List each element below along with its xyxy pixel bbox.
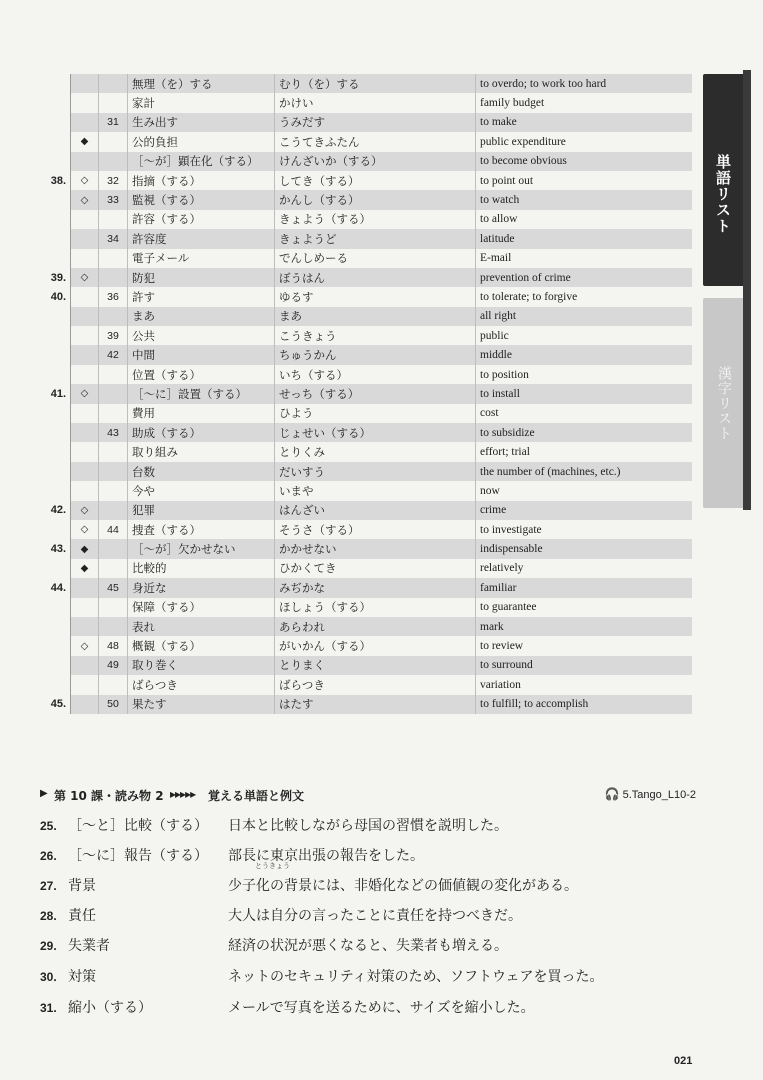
section-number	[30, 675, 71, 694]
mark-symbol	[71, 113, 99, 132]
section-number	[30, 210, 71, 229]
line-ref	[99, 617, 128, 636]
section-number	[30, 190, 71, 209]
vocab-row	[30, 326, 692, 345]
mark-symbol	[71, 326, 99, 345]
line-ref: 34	[99, 229, 128, 248]
vocab-meaning: to investigate	[480, 523, 542, 536]
example-row	[40, 905, 700, 929]
section-number: 43.	[30, 539, 71, 558]
section-number	[30, 132, 71, 151]
line-ref	[99, 598, 128, 617]
mark-symbol: ◇	[71, 520, 99, 539]
example-sentence: 大人は自分の言ったことに責任を持つべきだ。	[228, 908, 522, 924]
example-word: 縮小（する）	[68, 1000, 152, 1016]
vocab-kanji: 保障（する）	[128, 598, 275, 617]
example-sentence: ネットのセキュリティ対策のため、ソフトウェアを買った。	[228, 969, 604, 985]
mark-symbol	[71, 598, 99, 617]
line-ref: 50	[99, 695, 128, 714]
line-ref	[99, 539, 128, 558]
vocab-reading: きょよう（する）	[275, 210, 476, 229]
example-number: 26.	[40, 849, 57, 863]
example-sentence: 経済の状況が悪くなると、失業者も増える。	[228, 938, 508, 954]
line-ref	[99, 268, 128, 287]
vocab-kanji: 身近な	[128, 578, 275, 597]
vocab-meaning: indispensable	[476, 539, 693, 558]
dots-decoration: ▸▸▸▸▸	[170, 787, 196, 801]
vocab-meaning: to make	[476, 113, 693, 132]
vocab-row	[30, 675, 692, 694]
vocab-kanji: 台数	[128, 462, 275, 481]
vocab-reading: ほしょう（する）	[275, 598, 476, 617]
example-row	[40, 875, 700, 899]
vocab-meaning: cost	[480, 407, 499, 420]
vocab-row	[30, 598, 692, 617]
vocab-row	[30, 656, 692, 675]
section-number	[30, 656, 71, 675]
mark-symbol	[71, 578, 99, 597]
section-number	[30, 617, 71, 636]
section-number	[30, 462, 71, 481]
section-number	[30, 307, 71, 326]
line-ref: 43	[99, 423, 128, 442]
vocab-row	[30, 113, 692, 132]
line-ref	[99, 404, 128, 423]
vocab-meaning: public expenditure	[480, 135, 566, 148]
mark-symbol	[71, 365, 99, 384]
vocab-reading: あらわれ	[275, 617, 476, 636]
vocab-row	[30, 74, 692, 93]
example-sentence: 少子化の背景には、非婚化などの価値観の変化がある。	[228, 878, 578, 894]
mark-symbol	[71, 249, 99, 268]
line-ref	[99, 93, 128, 112]
section-number	[30, 423, 71, 442]
vocab-kanji: 許す	[128, 287, 275, 306]
section-number	[30, 520, 71, 539]
vocab-reading: とりまく	[275, 656, 476, 675]
vocab-reading: うみだす	[275, 113, 476, 132]
vocab-kanji: 今や	[128, 481, 275, 500]
section-number	[30, 365, 71, 384]
tab-word-list[interactable]	[703, 74, 743, 286]
vocab-kanji: 中間	[128, 345, 275, 364]
vocab-kanji: 概観（する）	[128, 636, 275, 655]
mark-symbol	[71, 675, 99, 694]
vocab-row	[30, 268, 692, 287]
vocab-reading: だいすう	[275, 462, 476, 481]
vocab-kanji: 監視（する）	[128, 190, 275, 209]
vocab-meaning: prevention of crime	[476, 268, 693, 287]
vocab-meaning: relatively	[480, 562, 524, 575]
vocab-kanji: 取り組み	[128, 442, 275, 461]
example-row	[40, 966, 700, 990]
section-number	[30, 404, 71, 423]
vocab-meaning: effort; trial	[480, 446, 530, 459]
vocab-meaning: variation	[480, 678, 521, 691]
section-number: 44.	[30, 578, 71, 597]
mark-symbol: ◇	[71, 384, 99, 403]
vocab-meaning: to subsidize	[476, 423, 693, 442]
vocab-reading: けんざいか（する）	[275, 152, 476, 171]
section-number	[30, 74, 71, 93]
vocab-row	[30, 307, 692, 326]
vocab-reading: せっち（する）	[275, 384, 476, 403]
vocab-meaning: to fulfill; to accomplish	[476, 695, 693, 714]
section-number: 45.	[30, 695, 71, 714]
example-word: 背景	[68, 878, 96, 894]
vocab-kanji: 電子メール	[128, 249, 275, 268]
section-number	[30, 481, 71, 500]
vocab-kanji: 捜査（する）	[128, 520, 275, 539]
line-ref	[99, 249, 128, 268]
line-ref	[99, 481, 128, 500]
vocab-kanji: 防犯	[128, 268, 275, 287]
section-number	[30, 636, 71, 655]
mark-symbol	[71, 656, 99, 675]
section-number	[30, 113, 71, 132]
vocab-reading: みぢかな	[275, 578, 476, 597]
line-ref	[99, 210, 128, 229]
vocab-reading: こうきょう	[275, 326, 476, 345]
example-number: 28.	[40, 909, 57, 923]
example-number: 27.	[40, 879, 57, 893]
line-ref	[99, 501, 128, 520]
vocab-row	[30, 501, 692, 520]
example-row	[40, 997, 700, 1021]
line-ref	[99, 462, 128, 481]
line-ref: 32	[99, 171, 128, 190]
vocab-meaning: public	[480, 329, 509, 342]
line-ref: 49	[99, 656, 128, 675]
mark-symbol	[71, 423, 99, 442]
vocab-meaning: middle	[476, 345, 693, 364]
line-ref	[99, 365, 128, 384]
vocab-kanji: 家計	[128, 93, 275, 112]
line-ref: 33	[99, 190, 128, 209]
vocab-meaning: latitude	[476, 229, 693, 248]
mark-symbol: ◇	[71, 636, 99, 655]
vocab-row	[30, 442, 692, 461]
section-number: 41.	[30, 384, 71, 403]
vocab-reading: まあ	[275, 307, 476, 326]
mark-symbol	[71, 617, 99, 636]
vocab-meaning: family budget	[480, 97, 545, 110]
mark-symbol	[71, 229, 99, 248]
vocab-row	[30, 287, 692, 306]
mark-symbol	[71, 93, 99, 112]
example-row	[40, 935, 700, 959]
section-number	[30, 326, 71, 345]
vocab-meaning: to guarantee	[480, 601, 537, 614]
mark-symbol: ◆	[71, 539, 99, 558]
vocab-meaning: mark	[476, 617, 693, 636]
vocab-kanji: 犯罪	[128, 501, 275, 520]
vocab-meaning: to install	[476, 384, 693, 403]
example-row	[40, 845, 700, 869]
vocab-kanji: ［～が］欠かせない	[128, 539, 275, 558]
vocab-reading: がいかん（する）	[275, 636, 476, 655]
mark-symbol: ◇	[71, 190, 99, 209]
audio-track-label: 5.Tango_L10-2	[622, 789, 696, 801]
vocab-meaning: E-mail	[480, 252, 512, 265]
page-number: 021	[674, 1055, 693, 1067]
line-ref	[99, 559, 128, 578]
vocab-reading: ゆるす	[275, 287, 476, 306]
vocab-meaning: to surround	[476, 656, 693, 675]
mark-symbol	[71, 695, 99, 714]
vocab-reading: ちゅうかん	[275, 345, 476, 364]
vocab-reading: ばらつき	[275, 675, 476, 694]
mark-symbol: ◇	[71, 171, 99, 190]
vocab-reading: してき（する）	[275, 171, 476, 190]
mark-symbol	[71, 481, 99, 500]
vocab-meaning: to overdo; to work too hard	[476, 74, 693, 93]
vocab-row	[30, 404, 692, 423]
vocab-row	[30, 171, 692, 190]
vocab-kanji: 果たす	[128, 695, 275, 714]
vocab-kanji: 公共	[128, 326, 275, 345]
line-ref: 39	[99, 326, 128, 345]
vocab-kanji: 許容度	[128, 229, 275, 248]
vocab-row	[30, 481, 692, 500]
vocab-reading: いち（する）	[275, 365, 476, 384]
vocab-row	[30, 578, 692, 597]
tab-kanji-list[interactable]	[703, 298, 743, 508]
vocab-row	[30, 695, 692, 714]
vocab-reading: ひかくてき	[275, 559, 476, 578]
section-number	[30, 559, 71, 578]
vocab-row	[30, 539, 692, 558]
vocab-kanji: ばらつき	[128, 675, 275, 694]
vocab-row	[30, 132, 692, 151]
vocab-kanji: 生み出す	[128, 113, 275, 132]
vocab-reading: かかせない	[275, 539, 476, 558]
mark-symbol: ◇	[71, 268, 99, 287]
vocab-kanji: 費用	[128, 404, 275, 423]
vocab-kanji: まあ	[128, 307, 275, 326]
vocab-meaning: to become obvious	[476, 152, 693, 171]
vocab-meaning: all right	[476, 307, 693, 326]
line-ref	[99, 442, 128, 461]
line-ref	[99, 132, 128, 151]
vocab-row	[30, 384, 692, 403]
vocab-kanji: 許容（する）	[128, 210, 275, 229]
section-number	[30, 229, 71, 248]
mark-symbol	[71, 307, 99, 326]
vocab-reading: こうてきふたん	[275, 132, 476, 151]
vocab-reading: じょせい（する）	[275, 423, 476, 442]
vocab-meaning: to allow	[480, 213, 518, 226]
vocab-kanji: 取り巻く	[128, 656, 275, 675]
headphones-icon: 🎧	[604, 787, 620, 801]
vocab-meaning: the number of (machines, etc.)	[476, 462, 693, 481]
vocab-meaning: now	[480, 484, 500, 497]
vocab-reading: むり（を）する	[275, 74, 476, 93]
section-number	[30, 249, 71, 268]
vocab-reading: いまや	[275, 481, 476, 500]
ruby-note: とうきょう	[255, 862, 290, 870]
vocab-reading: そうさ（する）	[275, 520, 476, 539]
vocab-meaning: to tolerate; to forgive	[480, 290, 578, 303]
section-number: 42.	[30, 501, 71, 520]
mark-symbol	[71, 345, 99, 364]
line-ref	[99, 384, 128, 403]
vocab-meaning: familiar	[476, 578, 693, 597]
mark-symbol	[71, 404, 99, 423]
line-ref: 36	[99, 287, 128, 306]
tab-kanji-list-label: 漢字リスト	[716, 366, 732, 441]
mark-symbol	[71, 152, 99, 171]
vocab-reading: かけい	[275, 93, 476, 112]
line-ref	[99, 74, 128, 93]
line-ref: 31	[99, 113, 128, 132]
vocab-row	[30, 249, 692, 268]
line-ref: 44	[99, 520, 128, 539]
vocab-row	[30, 229, 692, 248]
vocab-kanji: ［～に］設置（する）	[128, 384, 275, 403]
example-number: 30.	[40, 970, 57, 984]
vocab-kanji: 公的負担	[128, 132, 275, 151]
vocab-row	[30, 365, 692, 384]
section-header	[40, 786, 700, 806]
vocab-table	[30, 74, 692, 714]
vocab-meaning: to point out	[480, 174, 534, 187]
line-ref	[99, 152, 128, 171]
vocab-kanji: 助成（する）	[128, 423, 275, 442]
vocab-row	[30, 423, 692, 442]
section-number	[30, 345, 71, 364]
section-number: 40.	[30, 287, 71, 306]
mark-symbol: ◆	[71, 132, 99, 151]
vocab-row	[30, 520, 692, 539]
mark-symbol	[71, 287, 99, 306]
lesson-label: 第 10 課・読み物 2	[54, 789, 164, 803]
mark-symbol	[71, 442, 99, 461]
section-number: 38.	[30, 171, 71, 190]
mark-symbol	[71, 210, 99, 229]
vocab-row	[30, 462, 692, 481]
line-ref	[99, 675, 128, 694]
section-number	[30, 598, 71, 617]
example-sentence: 日本と比較しながら母国の習慣を説明した。	[228, 818, 508, 834]
vocab-reading: でんしめーる	[275, 249, 476, 268]
vocab-row	[30, 617, 692, 636]
line-ref: 45	[99, 578, 128, 597]
line-ref: 42	[99, 345, 128, 364]
example-number: 31.	[40, 1001, 57, 1015]
section-number	[30, 152, 71, 171]
triangle-icon: ▶	[40, 788, 48, 799]
example-number: 29.	[40, 939, 57, 953]
vocab-reading: はんざい	[275, 501, 476, 520]
vocab-kanji: 無理（を）する	[128, 74, 275, 93]
section-number	[30, 93, 71, 112]
vocab-kanji: 表れ	[128, 617, 275, 636]
tab-word-list-label: 単語リスト	[714, 154, 732, 234]
example-word: 責任	[68, 908, 96, 924]
mark-symbol: ◆	[71, 559, 99, 578]
mark-symbol	[71, 462, 99, 481]
vocab-reading: とりくみ	[275, 442, 476, 461]
vocab-row	[30, 210, 692, 229]
vocab-reading: ひよう	[275, 404, 476, 423]
audio-track[interactable]	[605, 787, 696, 801]
example-word: 失業者	[68, 938, 110, 954]
vocab-reading: ぼうはん	[275, 268, 476, 287]
section-title: 覚える単語と例文	[208, 789, 305, 803]
example-word: ［～と］比較（する）	[68, 818, 208, 834]
vocab-kanji: 比較的	[128, 559, 275, 578]
vocab-row	[30, 152, 692, 171]
vocab-kanji: 指摘（する）	[128, 171, 275, 190]
vocab-reading: はたす	[275, 695, 476, 714]
example-word: 対策	[68, 969, 96, 985]
vocab-row	[30, 559, 692, 578]
section-number: 39.	[30, 268, 71, 287]
mark-symbol	[71, 74, 99, 93]
example-sentence: メールで写真を送るために、サイズを縮小した。	[228, 1000, 535, 1016]
example-sentence: 部長に東京出張の報告をした。	[228, 848, 424, 864]
vocab-meaning: to watch	[476, 190, 693, 209]
vocab-kanji: ［～が］顕在化（する）	[128, 152, 275, 171]
vocab-row	[30, 636, 692, 655]
example-number: 25.	[40, 819, 57, 833]
line-ref	[99, 307, 128, 326]
vocab-meaning: to position	[480, 368, 529, 381]
vocab-meaning: crime	[476, 501, 693, 520]
vocab-row	[30, 345, 692, 364]
mark-symbol: ◇	[71, 501, 99, 520]
vocab-reading: かんし（する）	[275, 190, 476, 209]
vocab-row	[30, 190, 692, 209]
tab-edge	[743, 70, 751, 510]
vocab-row	[30, 93, 692, 112]
section-number	[30, 442, 71, 461]
example-word: ［～に］報告（する）	[68, 848, 208, 864]
vocab-reading: きょようど	[275, 229, 476, 248]
line-ref: 48	[99, 636, 128, 655]
vocab-meaning: to review	[480, 640, 524, 653]
vocab-kanji: 位置（する）	[128, 365, 275, 384]
example-row	[40, 815, 700, 839]
